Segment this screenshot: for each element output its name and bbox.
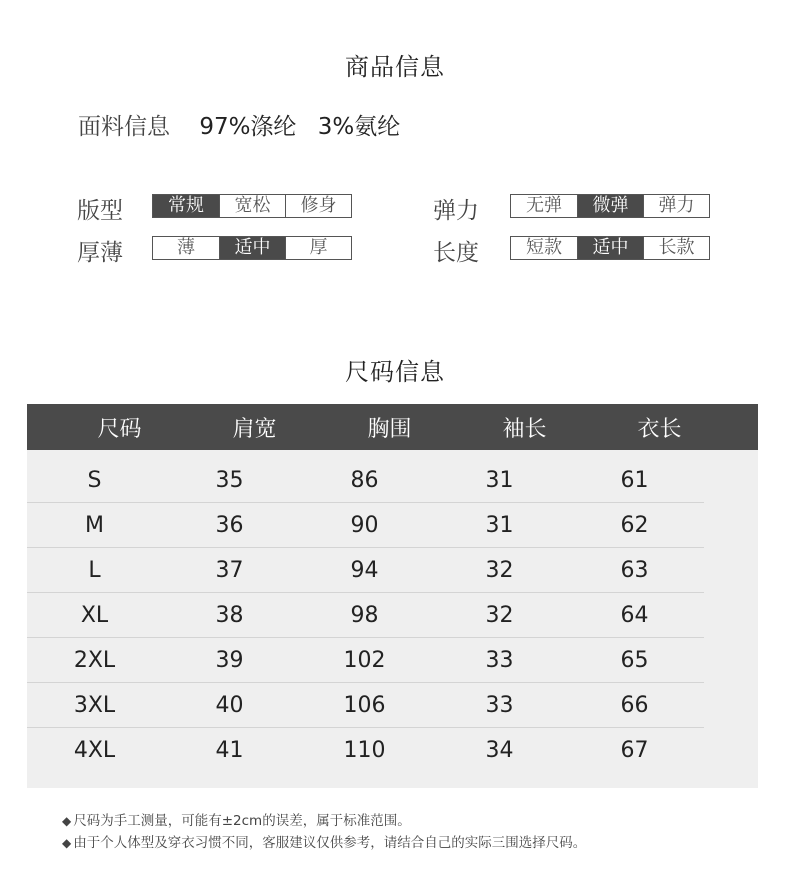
- fabric-info: [78, 108, 414, 141]
- header-cell: 袖长: [502, 416, 547, 442]
- size-table-body: [27, 458, 704, 772]
- attr-option: 弹力: [643, 195, 709, 217]
- table-cell: S: [87, 467, 102, 493]
- table-cell: 64: [620, 602, 649, 628]
- table-cell: 94: [350, 557, 379, 583]
- table-cell: 31: [485, 467, 514, 493]
- table-cell: 39: [215, 647, 244, 673]
- header-cell: 肩宽: [232, 416, 277, 442]
- table-cell: 37: [215, 557, 244, 583]
- table-cell: 33: [485, 647, 514, 673]
- table-cell: 98: [350, 602, 379, 628]
- table-cell: 35: [215, 467, 244, 493]
- attr-label-fit: 版型: [77, 198, 123, 224]
- table-row: [27, 458, 704, 503]
- table-row: [27, 638, 704, 683]
- fabric-value: 3%氨纶: [317, 114, 401, 140]
- table-row: [27, 683, 704, 728]
- product-info-title: 商品信息: [345, 53, 445, 81]
- table-cell: 102: [343, 647, 386, 673]
- attr-option: 适中: [219, 237, 285, 259]
- fabric-value: 97%涤纶: [199, 114, 297, 140]
- attr-options-stretch: [510, 194, 710, 218]
- fabric-label: 面料信息: [78, 114, 170, 140]
- attr-option: 短款: [526, 237, 562, 258]
- attr-label-thickness: 厚薄: [77, 240, 123, 266]
- table-cell: 38: [215, 602, 244, 628]
- table-cell: 106: [343, 692, 386, 718]
- table-cell: 66: [620, 692, 649, 718]
- attr-options-thickness: [152, 236, 352, 260]
- header-cell: 胸围: [367, 416, 412, 442]
- note-text: 由于个人体型及穿衣习惯不同，客服建议仅供参考，请结合自己的实际三围选择尺码。: [73, 835, 587, 851]
- attr-label-stretch: 弹力: [433, 198, 479, 224]
- table-cell: 63: [620, 557, 649, 583]
- table-row: [27, 593, 704, 638]
- table-cell: 36: [215, 512, 244, 538]
- table-cell: 32: [485, 602, 514, 628]
- table-cell: 67: [620, 737, 649, 763]
- diamond-icon: ◆: [62, 836, 72, 850]
- table-cell: 33: [485, 692, 514, 718]
- notes: [62, 810, 586, 854]
- header-cell: 尺码: [97, 416, 142, 442]
- table-cell: 65: [620, 647, 649, 673]
- diamond-icon: ◆: [62, 814, 72, 828]
- table-cell: 41: [215, 737, 244, 763]
- attr-option: 无弹: [526, 195, 562, 216]
- note-text: 尺码为手工测量，可能有±2cm的误差，属于标准范围。: [73, 813, 411, 829]
- attr-option: 适中: [577, 237, 643, 259]
- attr-option: 长款: [643, 237, 709, 259]
- table-cell: 61: [620, 467, 649, 493]
- table-cell: 31: [485, 512, 514, 538]
- header-cell: 衣长: [637, 416, 682, 442]
- attr-options-fit: [152, 194, 352, 218]
- attr-option: 微弹: [577, 195, 643, 217]
- size-table-header: [27, 404, 758, 450]
- note-line: [62, 832, 586, 854]
- table-cell: 90: [350, 512, 379, 538]
- table-row: [27, 548, 704, 593]
- table-cell: XL: [80, 602, 109, 628]
- table-cell: 3XL: [73, 692, 116, 718]
- attr-option: 常规: [153, 195, 219, 217]
- table-cell: 110: [343, 737, 386, 763]
- attr-option: 修身: [285, 195, 351, 217]
- table-cell: 34: [485, 737, 514, 763]
- table-cell: 86: [350, 467, 379, 493]
- size-info-title: 尺码信息: [345, 358, 445, 386]
- attr-option: 宽松: [219, 195, 285, 217]
- attr-option: 薄: [177, 237, 195, 258]
- attr-options-length: [510, 236, 710, 260]
- table-cell: 32: [485, 557, 514, 583]
- note-line: [62, 810, 586, 832]
- table-cell: 62: [620, 512, 649, 538]
- table-cell: M: [85, 512, 104, 538]
- table-row: [27, 728, 704, 772]
- attr-label-length: 长度: [433, 240, 479, 266]
- table-cell: 4XL: [73, 737, 116, 763]
- table-cell: 40: [215, 692, 244, 718]
- table-cell: L: [88, 557, 101, 583]
- table-cell: 2XL: [73, 647, 116, 673]
- table-row: [27, 503, 704, 548]
- attr-option: 厚: [285, 237, 351, 259]
